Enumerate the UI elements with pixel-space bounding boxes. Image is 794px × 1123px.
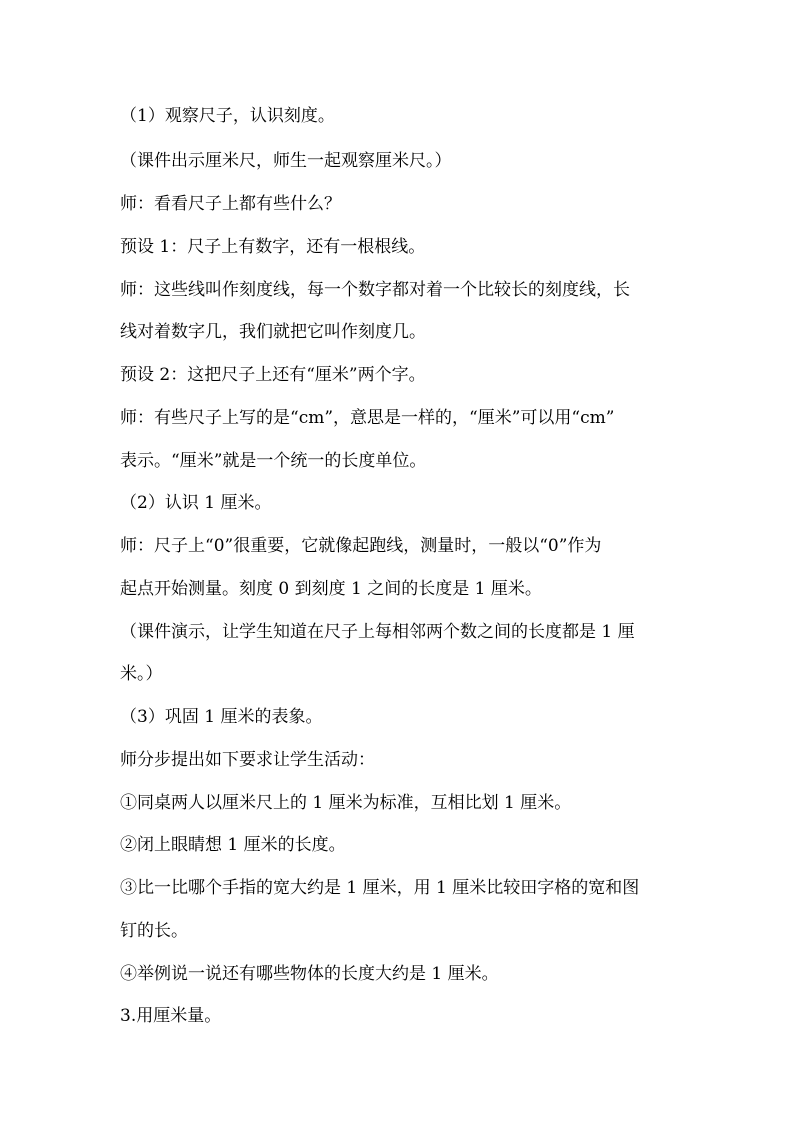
- text-line: ②闭上眼睛想 1 厘米的长度。: [120, 835, 346, 855]
- text-line: 3.用厘米量。: [120, 1006, 222, 1026]
- text-line: 表示。“厘米”就是一个统一的长度单位。: [120, 451, 427, 471]
- text-line: 米。）: [120, 664, 163, 684]
- text-line: （课件演示，让学生知道在尺子上每相邻两个数之间的长度都是 1 厘: [120, 622, 635, 642]
- text-line: （2）认识 1 厘米。: [120, 493, 272, 513]
- text-line: 线对着数字几，我们就把它叫作刻度几。: [120, 322, 426, 342]
- text-line: 师分步提出如下要求让学生活动：: [120, 750, 375, 770]
- text-line: 钉的长。: [120, 921, 188, 941]
- text-line: （课件出示厘米尺，师生一起观察厘米尺。）: [120, 151, 452, 171]
- text-line: 师：尺子上“0”很重要，它就像起跑线，测量时，一般以“0”作为: [120, 536, 602, 556]
- text-line: （1）观察尺子，认识刻度。: [120, 106, 335, 126]
- text-line: 起点开始测量。刻度 0 到刻度 1 之间的长度是 1 厘米。: [120, 579, 542, 599]
- text-line: ③比一比哪个手指的宽大约是 1 厘米，用 1 厘米比较田字格的宽和图: [120, 878, 640, 898]
- text-line: ④举例说一说还有哪些物体的长度大约是 1 厘米。: [120, 964, 499, 984]
- text-line: 预设 1：尺子上有数字，还有一根根线。: [120, 237, 426, 257]
- text-line: 师：有些尺子上写的是“cm”，意思是一样的，“厘米”可以用“cm”: [120, 408, 615, 428]
- text-line: 师：看看尺子上都有些什么？: [120, 194, 341, 214]
- text-line: （3）巩固 1 厘米的表象。: [120, 707, 323, 727]
- text-line: 预设 2：这把尺子上还有“厘米”两个字。: [120, 365, 426, 385]
- text-line: 师：这些线叫作刻度线，每一个数字都对着一个比较长的刻度线，长: [120, 280, 630, 300]
- text-line: ①同桌两人以厘米尺上的 1 厘米为标准，互相比划 1 厘米。: [120, 793, 572, 813]
